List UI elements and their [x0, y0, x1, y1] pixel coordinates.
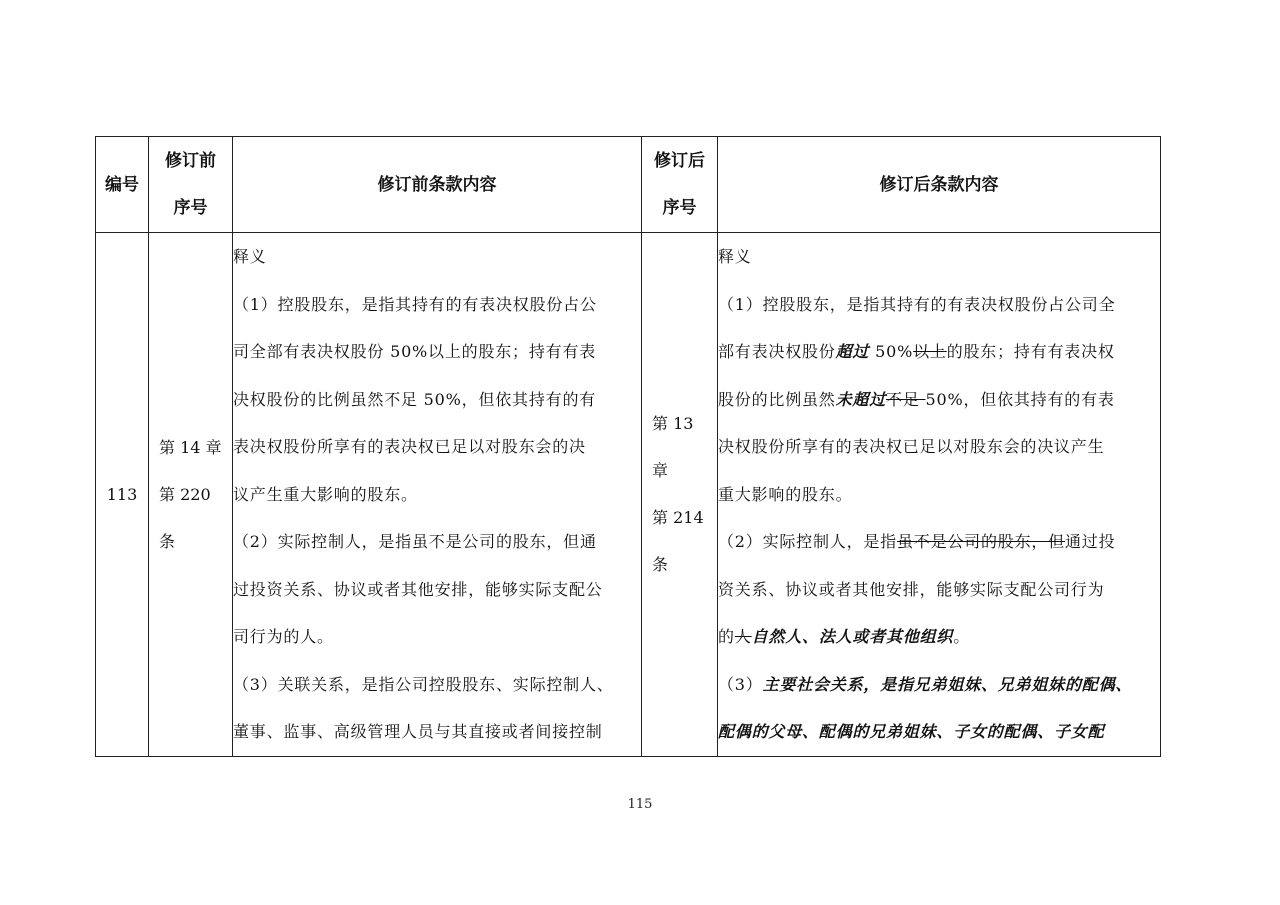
header-before-content: 修订前条款内容 [233, 137, 642, 233]
after-seq-line: 章 [652, 461, 669, 481]
before-content-cell [233, 233, 642, 757]
after-line [718, 328, 1160, 376]
before-seq-cell [149, 233, 233, 757]
header-before-seq-line1: 修订前 [165, 150, 216, 171]
deleted-text: 不足 [886, 389, 926, 409]
text-run: 的 [718, 627, 735, 646]
inserted-text: 未超过 [835, 389, 887, 409]
before-seq-line: 条 [159, 531, 176, 551]
after-line: 决权股份所享有的表决权已足以对股东会的决议产生 [718, 437, 1105, 456]
after-seq-line: 第 214 [652, 508, 704, 528]
before-line: 董事、监事、高级管理人员与其直接或者间接控制 [233, 722, 603, 741]
before-seq-line: 第 220 [159, 484, 211, 504]
after-line: 资关系、协议或者其他安排，能够实际支配公司行为 [718, 579, 1105, 599]
row-number: 113 [96, 233, 149, 757]
revision-comparison-table [95, 136, 1161, 757]
text-run: 50%，但依其持有的有表 [925, 389, 1115, 409]
after-line: 配偶的父母、配偶的兄弟姐妹、子女的配偶、子女配 [718, 722, 1105, 741]
header-after-seq-line1: 修订后 [654, 150, 705, 171]
after-seq-cell [642, 233, 718, 757]
before-line: 司全部有表决权股份 50%以上的股东；持有有表 [233, 342, 597, 361]
inserted-text: 主要社会关系，是指兄弟姐妹、兄弟姐妹的配偶、 [762, 674, 1133, 694]
text-run: 50% [869, 342, 914, 361]
after-content-cell [718, 233, 1161, 757]
header-after-seq-line2: 序号 [662, 197, 697, 218]
inserted-text: 超过 [835, 342, 870, 361]
inserted-text: 自然人、法人或者其他组织 [751, 627, 954, 646]
before-line: 决权股份的比例虽然不足 50%，但依其持有的有 [233, 389, 597, 409]
text-run: 的股东；持有有表决权 [946, 342, 1115, 361]
table-row [96, 233, 1161, 757]
after-line: 重大影响的股东。 [718, 484, 853, 504]
after-seq-line: 条 [652, 555, 669, 575]
text-run: 。 [953, 627, 971, 646]
before-line: （1）控股股东，是指其持有的有表决权股份占公 [233, 294, 597, 314]
header-number: 编号 [96, 137, 149, 233]
before-line: （3）关联关系，是指公司控股股东、实际控制人、 [233, 674, 614, 694]
before-line: 议产生重大影响的股东。 [233, 484, 418, 504]
after-seq-line: 第 13 [652, 414, 694, 434]
header-after-content: 修订后条款内容 [718, 137, 1161, 233]
before-line: 司行为的人。 [233, 627, 334, 646]
deleted-text: 虽不是公司的股东，但 [896, 532, 1065, 551]
text-run: （3） [718, 674, 763, 694]
page-number: 115 [627, 797, 653, 812]
before-line: 释义 [233, 247, 267, 266]
header-after-seq [642, 137, 718, 233]
header-before-seq [149, 137, 233, 233]
text-run: 股份的比例虽然 [718, 389, 836, 409]
before-line: （2）实际控制人，是指虽不是公司的股东，但通 [233, 532, 597, 551]
deleted-text: 以上 [913, 342, 947, 361]
before-seq-line: 第 14 章 [159, 437, 222, 457]
after-line [718, 518, 1160, 566]
after-line [718, 661, 1160, 709]
text-run: （2）实际控制人，是指 [718, 532, 897, 551]
after-line [718, 376, 1160, 424]
after-line [718, 613, 1160, 661]
after-line: 释义 [718, 247, 752, 266]
header-before-seq-line2: 序号 [173, 197, 208, 218]
table-header-row [96, 137, 1161, 233]
before-line: 表决权股份所享有的表决权已足以对股东会的决 [233, 437, 586, 456]
deleted-text: 人 [734, 627, 752, 646]
text-run: 部有表决权股份 [718, 342, 836, 361]
text-run: 通过投 [1065, 532, 1116, 551]
after-line: （1）控股股东，是指其持有的有表决权股份占公司全 [718, 294, 1116, 314]
before-line: 过投资关系、协议或者其他安排，能够实际支配公 [233, 579, 603, 599]
